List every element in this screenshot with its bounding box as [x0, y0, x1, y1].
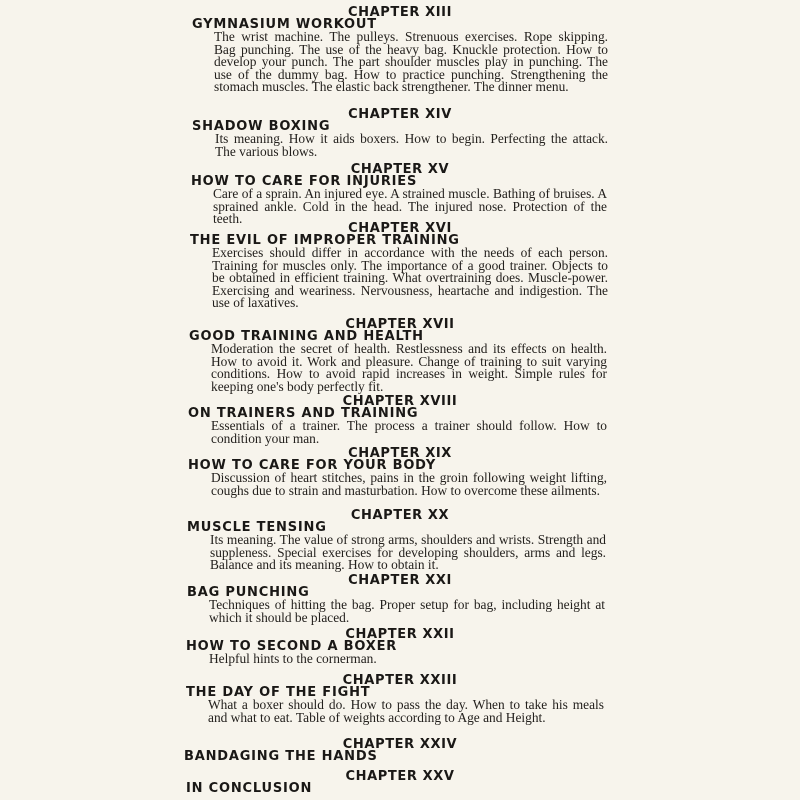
chapter-title: IN CONCLUSION: [186, 781, 313, 796]
chapter-number: CHAPTER XV: [350, 162, 450, 177]
chapter-description: Discussion of heart stitches, pains in the groin following weight lifting, coughs due to strain and masturbation. How to overcome these ailments.: [211, 470, 607, 498]
chapter-title: ON TRAINERS AND TRAINING: [188, 406, 419, 421]
chapter-number: CHAPTER XVII: [345, 317, 455, 332]
chapter-title: GYMNASIUM WORKOUT: [192, 17, 377, 32]
chapter-title: HOW TO CARE FOR INJURIES: [191, 174, 418, 189]
chapter-number: CHAPTER XXI: [348, 573, 452, 588]
chapter-description: What a boxer should do. How to pass the day. When to take his meals and what to eat. Table of weights according to Age and Height.: [208, 697, 604, 725]
chapter-title: HOW TO SECOND A BOXER: [186, 639, 398, 654]
chapter-number: CHAPTER XXIII: [342, 673, 458, 688]
chapter-number: CHAPTER XXV: [345, 769, 455, 784]
chapter-number: CHAPTER XIII: [347, 5, 453, 20]
chapter-description: Care of a sprain. An injured eye. A strained muscle. Bathing of bruises. A sprained ankle. Cold in the head. The injured nose. Protection of the teeth.: [213, 186, 607, 227]
chapter-description: Its meaning. The value of strong arms, shoulders and wrists. Strength and suppleness. Special exercises for developing shoulders, arms and legs. Balance and its meaning. How to obtain it.: [210, 532, 606, 573]
chapter-title: SHADOW BOXING: [192, 119, 331, 134]
chapter-title: THE DAY OF THE FIGHT: [186, 685, 371, 700]
chapter-title: THE EVIL OF IMPROPER TRAINING: [190, 233, 460, 248]
chapter-number: CHAPTER XXII: [345, 627, 455, 642]
chapter-title: GOOD TRAINING AND HEALTH: [189, 329, 424, 344]
chapter-description: Essentials of a trainer. The process a trainer should follow. How to condition your man.: [211, 418, 607, 446]
chapter-number: CHAPTER XIV: [348, 107, 452, 122]
chapter-number: CHAPTER XXIV: [342, 737, 458, 752]
chapter-description: The wrist machine. The pulleys. Strenuous exercises. Rope skipping. Bag punching. The use of the heavy bag. Knuckle protection. How to develop your punch. The part shoulder muscles play in punching. The use of the dummy bag. How to practice punching. Strengthening the stomach muscles. The elastic back strengthener. The dinner menu.: [214, 29, 608, 95]
chapter-number: CHAPTER XX: [350, 508, 450, 523]
chapter-description: Exercises should differ in accordance with the needs of each person. Training for muscles only. The importance of a good trainer. Objects to be obtained in efficient training. What overtraining does. Muscle-power. Exercising and weariness. Nervousness, heartache and indigestion. The use of laxatives.: [212, 245, 608, 311]
chapter-title: BAG PUNCHING: [187, 585, 310, 600]
chapter-number: CHAPTER XVIII: [342, 394, 458, 409]
chapter-description: Helpful hints to the cornerman.: [209, 651, 377, 666]
chapter-description: Moderation the secret of health. Restlessness and its effects on health. How to avoid it. Work and pleasure. Change of training to suit varying conditions. How to avoid rapid increases in weight. Simple rules for keeping one's body perfectly fit.: [211, 341, 607, 394]
chapter-title: BANDAGING THE HANDS: [184, 749, 378, 764]
chapter-number: CHAPTER XVI: [348, 221, 452, 236]
chapter-title: MUSCLE TENSING: [187, 520, 327, 535]
chapter-number: CHAPTER XIX: [348, 446, 452, 461]
chapter-description: Its meaning. How it aids boxers. How to begin. Perfecting the attack. The various blows.: [215, 131, 608, 159]
chapter-title: HOW TO CARE FOR YOUR BODY: [188, 458, 437, 473]
chapter-description: Techniques of hitting the bag. Proper setup for bag, including height at which it should be placed.: [209, 597, 605, 625]
